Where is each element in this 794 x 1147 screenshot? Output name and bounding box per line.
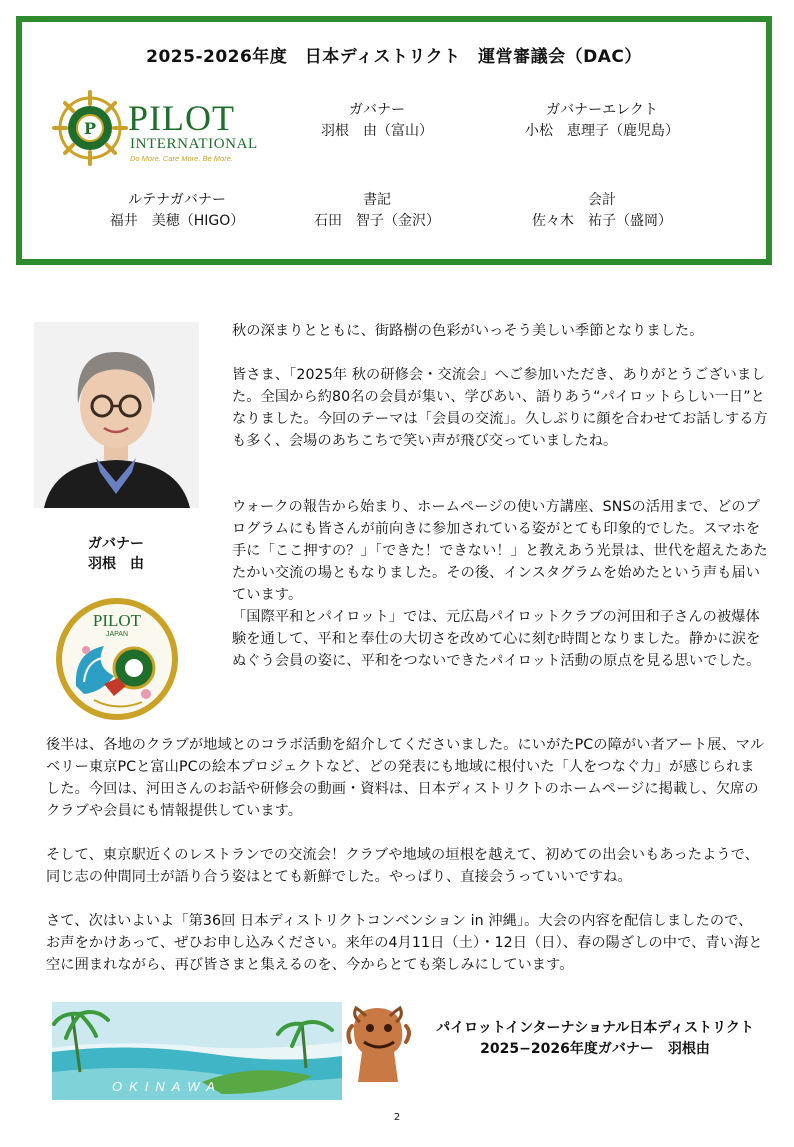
officer-name: 羽根 由（富山） (321, 123, 433, 139)
officer-name: 石田 智子（金沢） (314, 213, 440, 229)
logo-subtext: INTERNATIONAL (130, 136, 258, 152)
officer-role: ガバナー (349, 102, 405, 118)
page-number: 2 (393, 1112, 401, 1123)
letter-paragraph-3: ウォークの報告から始まり、ホームページの使い方講座、SNSの活用まで、どのプログラムにも皆さんが前向きに参加されている姿がとても印象的でした。スマホを手に「ここ押すの？」「できた！できない！」と教えあう光景は、世代を超えたあたたかい交流の場ともなりました。その後、インスタグラムを始めたという声も届いています。 (232, 499, 768, 603)
svg-text:P: P (83, 119, 97, 138)
caption-name: 羽根 由 (88, 556, 144, 572)
shisa-illustration (346, 1002, 412, 1086)
officer-treasurer (502, 190, 702, 232)
letter-paragraph-5: 後半は、各地のクラブが地域とのコラボ活動を紹介してくださいました。にいがたPCの障がい者アート展、マルベリー東京PCと富山PCの絵本プロジェクトなど、どの発表にも地域に根付いた「人をつなぐ力」が感じられました。今回は、河田さんのお話や研修会の動画・資料は、日本ディストリクトのホームページに掲載し、欠席のクラブや会員にも情報提供しています。 (46, 737, 765, 819)
letter-paragraph-1: 秋の深まりとともに、街路樹の色彩がいっそう美しい季節となりました。 (232, 323, 704, 339)
badge-title: PILOT (92, 611, 142, 630)
pilot-japan-badge (54, 596, 180, 722)
signature-governor: 2025−2026年度ガバナー 羽根由 (480, 1041, 710, 1057)
officer-governor (277, 100, 477, 142)
logo-text: PILOT (128, 98, 235, 138)
letter-paragraph-7: さて、次はいよいよ「第36回 日本ディストリクトコンベンション in 沖縄」。大会の内容を配信しましたので、お声をかけあって、ぜひお申し込みください。来年の4月11日（土）・12日（日）、春の陽ざしの中で、青い海と空に囲まれながら、再び皆さまと集えるのを、今からとても楽しみにしています。 (46, 913, 763, 973)
letter-paragraph-4: 「国際平和とパイロット」では、元広島パイロットクラブの河田和子さんの被爆体験を通して、平和と奉仕の大切さを改めて心に刻む時間となりました。静かに涙をぬぐう会員の姿に、平和をつないできたパイロット活動の原点を見る思いでした。 (232, 609, 761, 669)
officer-role: 会計 (588, 192, 616, 208)
signature-block (410, 1018, 780, 1060)
logo-tagline: Do More. Care More. Be More. (130, 154, 233, 163)
officer-role: ルテナガバナー (128, 192, 226, 208)
signature-organization: パイロットインターナショナル日本ディストリクト (436, 1020, 754, 1036)
okinawa-label: OKINAWA (112, 1079, 222, 1094)
letter-paragraph-6: そして、東京駅近くのレストランでの交流会！クラブや地域の垣根を越えて、初めての出会いもあったようで、同じ志の仲間同士が語り合う姿はとても新鮮でした。やっぱり、直接会うっていいですね。 (46, 847, 759, 885)
letter-paragraph-2: 皆さま、「2025年 秋の研修会・交流会」へご参加いただき、ありがとうございました。全国から約80名の会員が集い、学びあい、語りあう“パイロットらしい一日”となりました。今回のテーマは「会員の交流」。久しぶりに顔を合わせてお話しする方も多く、会場のあちこちで笑い声が飛び交っていましたね。 (232, 367, 768, 449)
officer-role: 書記 (363, 192, 391, 208)
governor-portrait (34, 322, 199, 508)
officer-name: 佐々木 祐子（盛岡） (532, 213, 672, 229)
pilot-international-logo (52, 88, 292, 168)
officer-name: 福井 美穂（HIGO） (109, 213, 245, 229)
officer-name: 小松 恵理子（鹿児島） (525, 123, 679, 139)
caption-role: ガバナー (88, 536, 144, 552)
officer-secretary (277, 190, 477, 232)
governor-caption (36, 534, 196, 574)
officer-role: ガバナーエレクト (546, 102, 658, 118)
badge-subtitle: JAPAN (105, 631, 129, 638)
dac-header-box (16, 16, 772, 265)
officer-lieutenant-governor (77, 190, 277, 232)
officer-governor-elect (482, 100, 722, 142)
okinawa-illustration (52, 1002, 342, 1100)
dac-title: 2025-2026年度 日本ディストリクト 運営審議会（DAC） (146, 47, 642, 67)
